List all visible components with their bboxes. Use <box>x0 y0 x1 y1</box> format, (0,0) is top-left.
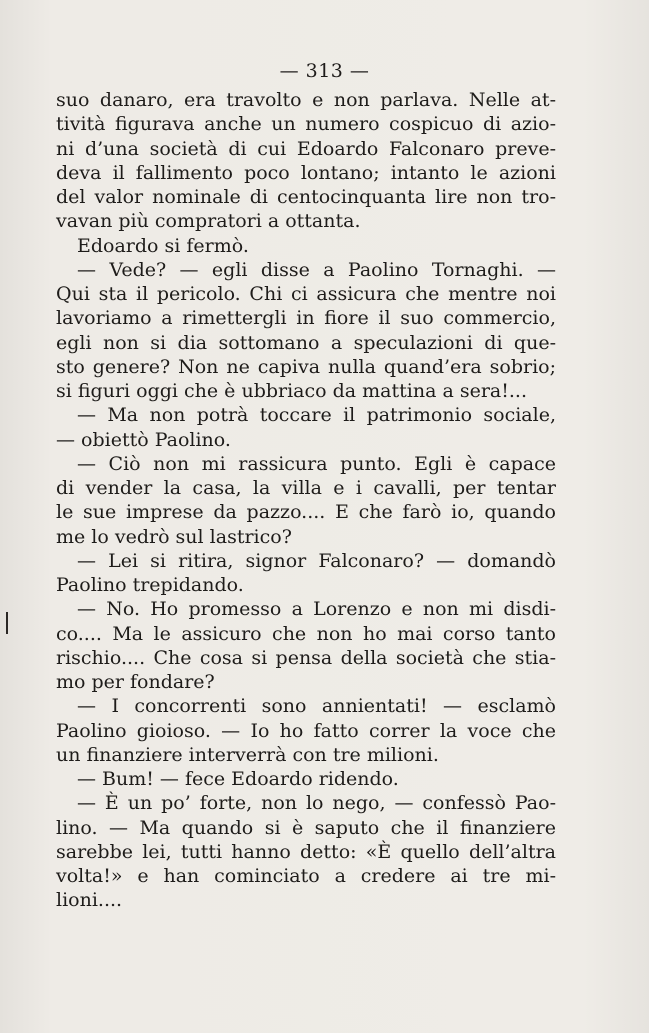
text-line: — Ma non potrà toccare il patrimonio sociale, <box>77 404 556 427</box>
text-line: vavan più compratori a ottanta. <box>56 210 361 233</box>
text-line: di vender la casa, la villa e i cavalli, per tentar <box>56 477 556 499</box>
margin-mark <box>6 612 8 634</box>
text-line: ni d’una società di cui Edoardo Falconaro preve- <box>56 137 556 160</box>
text-line: sarebbe lei, tutti hanno detto: «È quello dell’altra <box>56 840 556 863</box>
text-line: rischio.... Che cosa si pensa della società che stia- <box>56 646 556 669</box>
text-line: co.... Ma le assicuro che non ho mai corso tanto <box>56 622 556 645</box>
text-line: me lo vedrò sul lastrico? <box>56 525 292 548</box>
text-line: tività figurava anche un numero cospicuo di azio- <box>56 113 556 136</box>
text-line: un finanziere interverrà con tre milioni. <box>56 743 439 766</box>
text-line: Paolino trepidando. <box>56 574 244 596</box>
text-line: — Vede? — egli disse a Paolino Tornaghi. — <box>77 258 556 281</box>
text-line: del valor nominale di centocinquanta lire non tro- <box>56 186 556 208</box>
text-line: — È un po’ forte, non lo nego, — confessò Pao- <box>77 792 556 815</box>
text-line: Edoardo si fermò. <box>77 234 249 257</box>
text-line: si figuri oggi che è ubbriaco da mattina a sera!... <box>56 380 527 402</box>
text-line: deva il fallimento poco lontano; intanto le azioni <box>56 161 556 184</box>
text-line: Paolino gioioso. — Io ho fatto correr la voce che <box>56 719 556 742</box>
text-line: suo danaro, era travolto e non parlava. Nelle at- <box>56 89 556 111</box>
text-line: le sue imprese da pazzo.... E che farò io, quando <box>56 501 556 524</box>
text-line: egli non si dia sottomano a speculazioni di que- <box>56 331 556 354</box>
text-line: — No. Ho promesso a Lorenzo e non mi disdi- <box>77 598 556 621</box>
text-line: sto genere? Non ne capiva nulla quand’era sobrio; <box>56 355 556 378</box>
page-number: — 313 — <box>279 60 370 82</box>
text-line: — obiettò Paolino. <box>56 428 231 451</box>
text-line: — Bum! — fece Edoardo ridendo. <box>77 768 399 790</box>
text-line: Qui sta il pericolo. Chi ci assicura che mentre noi <box>56 283 556 305</box>
text-line: — I concorrenti sono annientati! — esclamò <box>77 695 556 718</box>
text-line: volta!» e han cominciato a credere ai tre mi- <box>56 865 556 887</box>
body-text <box>56 88 556 913</box>
text-line: — Ciò non mi rassicura punto. Egli è capace <box>77 452 556 475</box>
text-line: lino. — Ma quando si è saputo che il finanziere <box>56 816 556 839</box>
text-line: mo per fondare? <box>56 671 215 693</box>
text-line: — Lei si ritira, signor Falconaro? — domandò <box>77 549 556 572</box>
text-line: lioni.... <box>56 889 123 912</box>
text-line: lavoriamo a rimettergli in fiore il suo commercio, <box>56 307 556 330</box>
